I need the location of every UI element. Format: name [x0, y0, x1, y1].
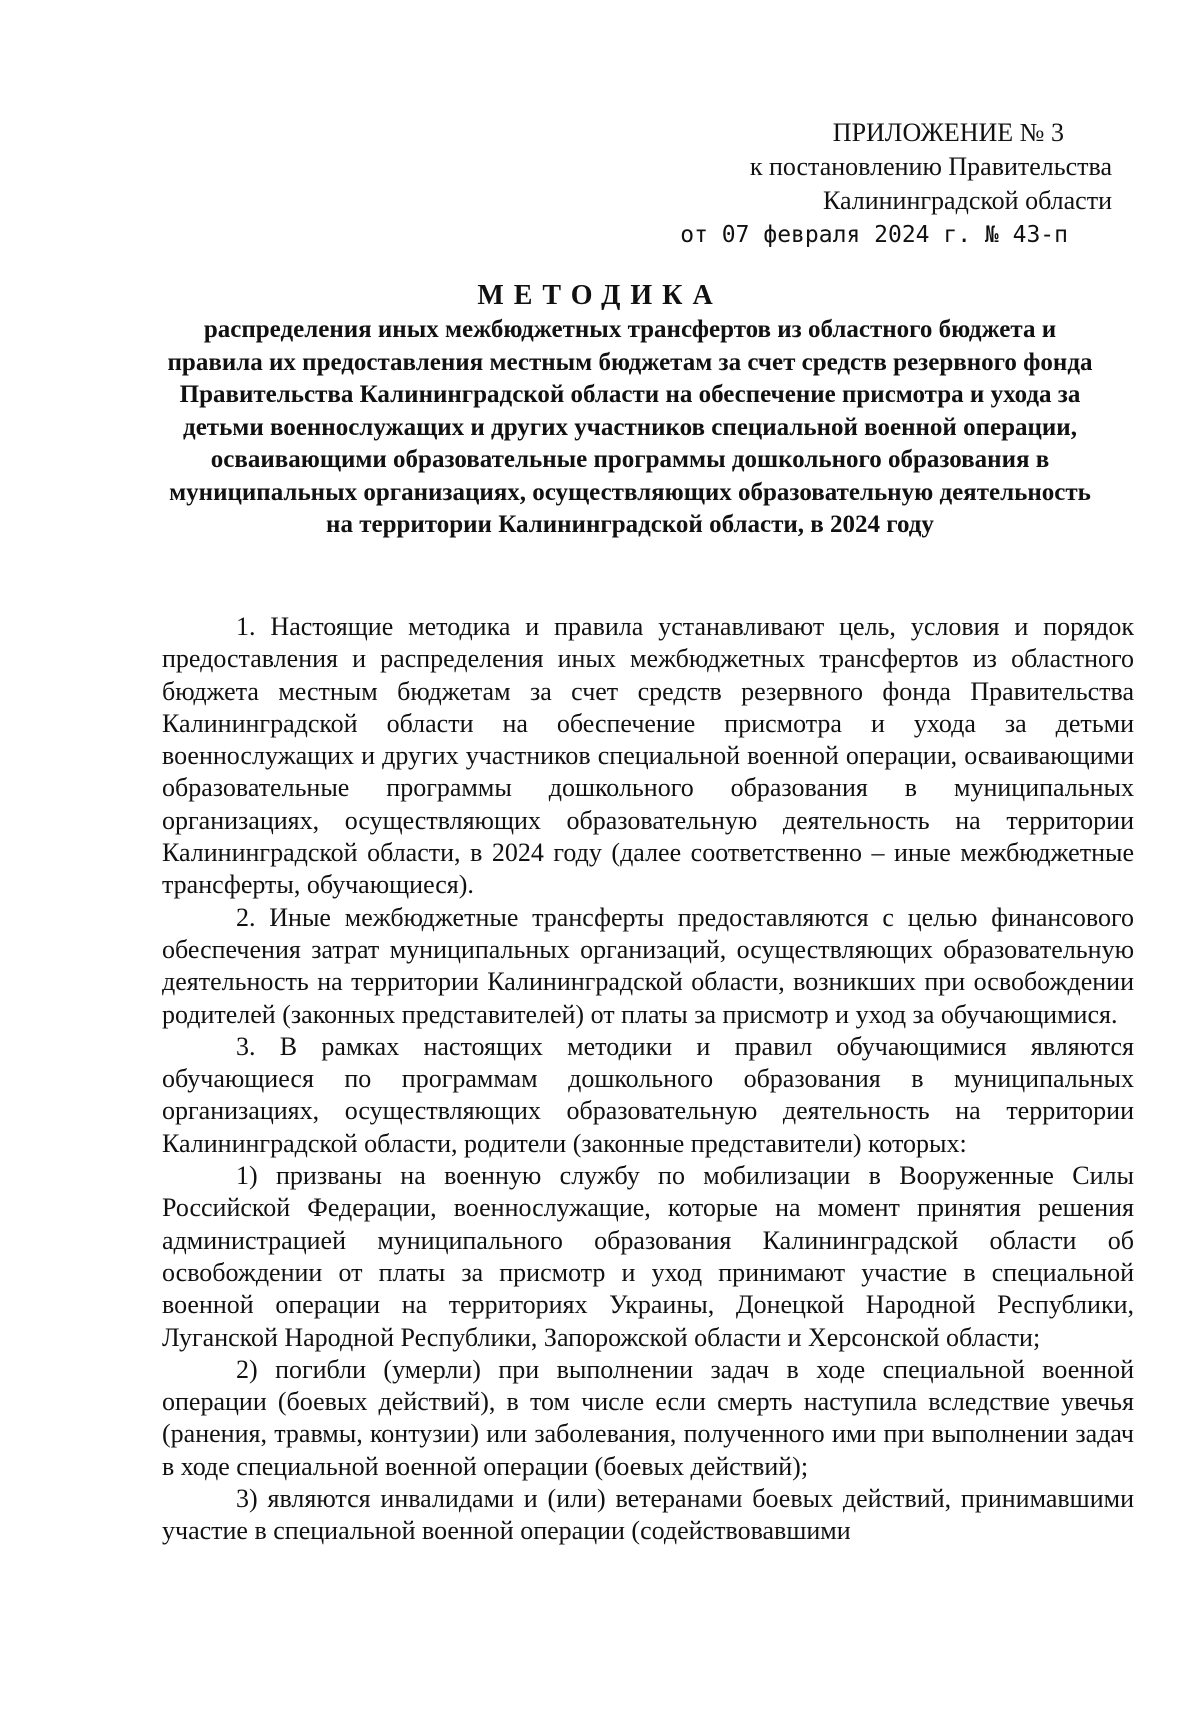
document-body [162, 611, 1134, 1548]
appendix-date-number: от 07 февраля 2024 г. № 43-п [680, 222, 1068, 248]
paragraph-3-item-1: 1) призваны на военную службу по мобилизации в Вооруженные Силы Российской Федерации, военнослужащие, которые на момент принятия решения администрацией муниципального образования Калининградской области об освобождении от платы за присмотр и уход принимают участие в специальной военной операции на территориях Украины, Донецкой Народной Республики, Луганской Народной Республики, Запорожской области и Херсонской области; [162, 1161, 1134, 1352]
paragraph-3-item-3: 3) являются инвалидами и (или) ветеранами боевых действий, принимавшими участие в специальной военной операции (содействовавшими [162, 1484, 1134, 1546]
appendix-title: ПРИЛОЖЕНИЕ № 3 [832, 118, 1064, 147]
document-title: МЕТОДИКА [477, 280, 723, 311]
appendix-header [512, 116, 1112, 252]
paragraph-3: 3. В рамках настоящих методики и правил обучающимися являются обучающиеся по программам дошкольного образования в муниципальных организациях, осуществляющих образовательную деятельность на территории Калининградской области, родители (законные представители) которых: [162, 1031, 1134, 1158]
document-subtitle: распределения иных межбюджетных трансфертов из областного бюджета и правила их предоставления местным бюджетам за счет средств резервного фонда Правительства Калининградской области на обеспечение присмотра и ухода за детьми военнослужащих и других участников специальной военной операции, осваивающими образовательные программы дошкольного образования в муниципальных организациях, осуществляющих образовательную деятельность на территории Калининградской области, в 2024 году [167, 316, 1093, 538]
paragraph-3-item-2: 2) погибли (умерли) при выполнении задач в ходе специальной военной операции (боевых действий), в том числе если смерть наступила вследствие увечья (ранения, травмы, контузии) или заболевания, полученного ими при выполнении задач в ходе специальной военной операции (боевых действий); [162, 1354, 1134, 1481]
appendix-to-resolution: к постановлению Правительства [749, 152, 1112, 181]
paragraph-1: 1. Настоящие методика и правила устанавливают цель, условия и порядок предоставления и распределения иных межбюджетных трансфертов из областного бюджета местным бюджетам за счет средств резервного фонда Правительства Калининградской области на обеспечение присмотра и ухода за детьми военнослужащих и других участников специальной военной операции, осваивающими образовательные программы дошкольного образования в муниципальных организациях, осуществляющих образовательную деятельность на территории Калининградской области, в 2024 году (далее соответственно – иные межбюджетные трансферты, обучающиеся). [162, 612, 1134, 900]
paragraph-2: 2. Иные межбюджетные трансферты предоставляются с целью финансового обеспечения затрат муниципальных организаций, осуществляющих образовательную деятельность на территории Калининградской области, возникших при освобождении родителей (законных представителей) от платы за присмотр и уход за обучающимися. [162, 902, 1134, 1029]
appendix-region: Калининградской области [822, 186, 1112, 215]
